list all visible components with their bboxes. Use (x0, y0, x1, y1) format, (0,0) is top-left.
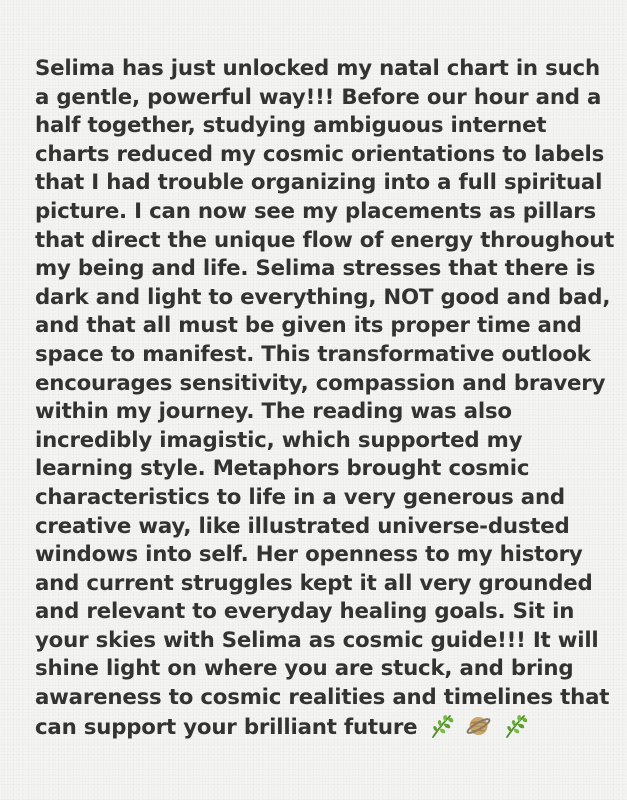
text-line: charts reduced my cosmic orientations to labels (35, 141, 605, 167)
final-line (35, 713, 610, 743)
text-line: and that all must be given its proper time and (35, 313, 582, 339)
text-line: shine light on where you are stuck, and bring (35, 656, 574, 682)
text-line: awareness to cosmic realities and timelines that (35, 685, 610, 711)
text-line: within my journey. The reading was also (35, 399, 512, 425)
text-line: picture. I can now see my placements as pillars (35, 198, 597, 224)
text-line: characteristics to life in a very generous and (35, 484, 565, 510)
herb-icon (428, 713, 455, 739)
text-line: and current struggles kept it all very grounded (35, 570, 593, 596)
text-line: windows into self. Her openness to my history (35, 542, 583, 568)
text-line: that I had trouble organizing into a full spiritual (35, 170, 603, 196)
text-line: half together, studying ambiguous internet (35, 113, 547, 139)
text-line: Selima has just unlocked my natal chart in such (35, 56, 600, 81)
text-line: creative way, like illustrated universe-dusted (35, 513, 570, 539)
text-line: and relevant to everyday healing goals. Sit in (35, 599, 575, 625)
text-line: can support your brilliant future (35, 714, 418, 740)
text-line: space to manifest. This transformative outlook (35, 341, 591, 367)
text-line: your skies with Selima as cosmic guide!!! It will (35, 627, 599, 653)
text-line: dark and light to everything, NOT good and bad, (35, 284, 611, 310)
text-line: encourages sensitivity, compassion and bravery (35, 370, 606, 396)
text-line: learning style. Metaphors brought cosmic (35, 456, 530, 482)
text-line: my being and life. Selima stresses that there is (35, 256, 596, 282)
herb-icon (502, 713, 529, 739)
ringed-planet-icon (465, 713, 492, 739)
text-line: that direct the unique flow of energy throughout (35, 227, 615, 253)
text-line: incredibly imagistic, which supported my (35, 427, 523, 453)
text-line: a gentle, powerful way!!! Before our hour and a (35, 84, 602, 110)
testimonial-text (35, 55, 615, 742)
